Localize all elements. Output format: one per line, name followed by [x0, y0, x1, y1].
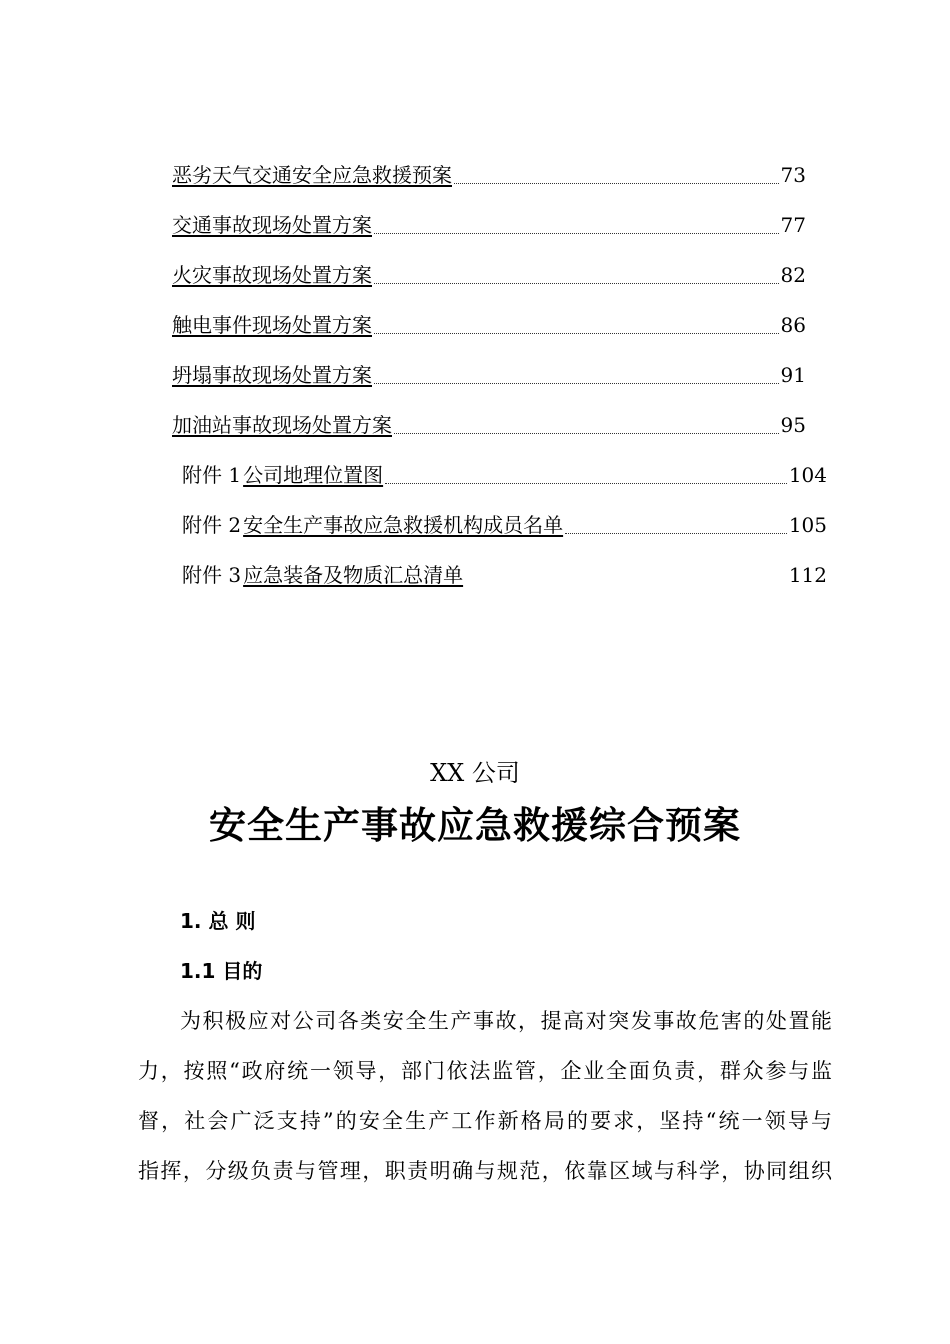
toc-entry-page: 82 [780, 263, 806, 287]
toc-entry-page: 77 [780, 213, 806, 237]
toc-entry-title[interactable]: 安全生产事故应急救援机构成员名单 [243, 513, 564, 537]
toc-leader [565, 532, 787, 534]
toc-entry[interactable] [170, 357, 806, 387]
toc-entry-page: 105 [788, 513, 827, 537]
toc-leader [454, 182, 779, 184]
toc-entry-page: 112 [788, 563, 827, 587]
toc-leader [394, 432, 779, 434]
toc-entry-page: 86 [780, 313, 806, 337]
toc-leader [374, 282, 779, 284]
subsection-heading: 1.1 目的 [180, 959, 263, 983]
toc-entry[interactable] [182, 457, 827, 487]
section-heading: 1. 总 则 [180, 909, 256, 933]
toc-entry[interactable] [170, 207, 806, 237]
toc-entry-title[interactable]: 恶劣天气交通安全应急救援预案 [172, 163, 452, 187]
paragraph-line: 指挥，分级负责与管理，职责明确与规范，依靠区域与科学，协同组织 [138, 1159, 832, 1183]
toc-leader [465, 583, 787, 584]
toc-leader [385, 482, 787, 484]
document-title: 安全生产事故应急救援综合预案 [209, 804, 741, 847]
toc-entry[interactable] [182, 507, 827, 537]
toc-entry-title[interactable]: 火灾事故现场处置方案 [172, 263, 372, 287]
toc-leader [374, 332, 779, 334]
toc-entry-page: 104 [788, 463, 827, 487]
toc-entry-title[interactable]: 交通事故现场处置方案 [172, 213, 372, 237]
paragraph-line: 力，按照“政府统一领导，部门依法监管，企业全面负责，群众参与监 [138, 1059, 832, 1083]
toc-entry-page: 73 [780, 163, 806, 187]
toc-entry[interactable] [170, 407, 806, 437]
toc-leader [374, 232, 779, 234]
toc-entry[interactable] [182, 557, 827, 587]
toc-entry-title[interactable]: 应急装备及物质汇总清单 [243, 563, 464, 587]
toc-entry-prefix: 附件 3 [182, 563, 242, 587]
toc-entry[interactable] [170, 307, 806, 337]
toc-leader [374, 382, 779, 384]
toc-entry-title[interactable]: 触电事件现场处置方案 [172, 313, 372, 337]
toc-entry[interactable] [170, 157, 806, 187]
paragraph-line: 为积极应对公司各类安全生产事故，提高对突发事故危害的处置能 [180, 1009, 832, 1033]
toc-entry-prefix: 附件 2 [182, 513, 242, 537]
toc-entry-page: 95 [780, 413, 806, 437]
toc-entry-title[interactable]: 公司地理位置图 [243, 463, 384, 487]
toc-entry-prefix: 附件 1 [182, 463, 242, 487]
paragraph-line: 督，社会广泛支持”的安全生产工作新格局的要求，坚持“统一领导与 [138, 1109, 832, 1133]
toc-entry-page: 91 [780, 363, 806, 387]
toc-entry[interactable] [170, 257, 806, 287]
toc-entry-title[interactable]: 加油站事故现场处置方案 [172, 413, 392, 437]
company-name: XX 公司 [430, 759, 520, 787]
toc-entry-title[interactable]: 坍塌事故现场处置方案 [172, 363, 372, 387]
